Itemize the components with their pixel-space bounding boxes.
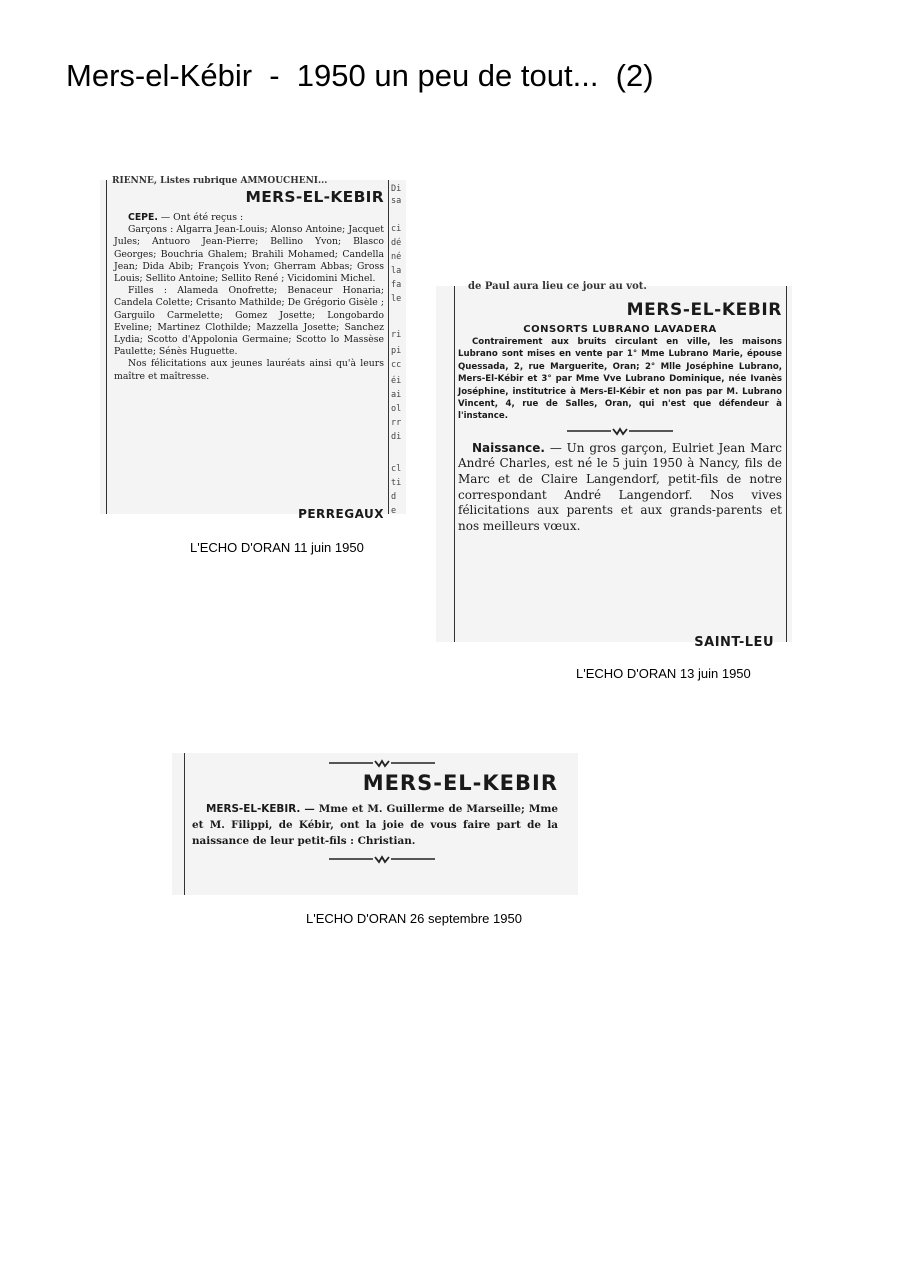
- column-rule: [786, 286, 787, 642]
- article-lead-rest: — Mme et M. Guillerme de Marseille; Mme et M. Filippi, de Kébir, ont la joie de vous faire part de la naissance de leur petit-fils : Christian.: [192, 803, 558, 847]
- article-paragraph: [458, 441, 782, 535]
- separator-ornament: [327, 853, 437, 865]
- top-cut-text: de Paul aura lieu ce jour au vot.: [468, 281, 647, 292]
- clipping-caption-3: L'ECHO D'ORAN 26 septembre 1950: [306, 911, 522, 926]
- page-title: Mers-el-Kébir - 1950 un peu de tout... (2): [66, 58, 654, 93]
- bottom-cut-text: PERREGAUX: [298, 507, 384, 521]
- clipping-heading: MERS-EL-KEBIR: [626, 300, 782, 320]
- clipping-heading: MERS-EL-KEBIR: [362, 771, 558, 795]
- article-paragraph: Contrairement aux bruits circulant en ville, les maisons Lubrano sont mises en vente par 1° Mme Lubrano Marie, épouse Quessada, 2, rue Marguerite, Oran; 2° Mlle Joséphine Lubrano, Mers-El-Kébir et 3° par Mme Vve Lubrano Dominique, née Ivanès Joséphine, institutrice à Mers-El-Kébir et non pas par M. Lubrano Vincent, 4, rue de Salles, Oran, qui n'est que défendeur à l'instance.: [458, 337, 782, 422]
- column-rule: [454, 286, 455, 642]
- article-lead: [114, 212, 384, 224]
- clipping-heading: MERS-EL-KEBIR: [245, 188, 384, 206]
- article-paragraph: Filles : Alameda Onofrette; Benaceur Honaria; Candela Colette; Crisanto Mathilde; De Grégorio Gisèle ; Garguilo Carmelette; Gomez Josette; Longobardo Eveline; Martinez Clothilde; Mazzella Josette; Sanchez Lydia; Scotto d'Appolonia Germaine; Scotto lo Massèse Paulette; Sénès Huguette.: [114, 285, 384, 358]
- top-cut-text: RIENNE, Listes rubrique AMMOUCHENI...: [112, 176, 328, 186]
- right-column-fragments: Di sa ci dé né la fa le ri pi cc éi ai ol rr di cl ti d e: [391, 184, 402, 516]
- article-subheading: CONSORTS LUBRANO LAVADERA: [523, 324, 717, 335]
- article-lead-label: MERS-EL-KEBIR.: [206, 803, 301, 815]
- bottom-cut-text: SAINT-LEU: [694, 635, 774, 650]
- article-paragraph: Garçons : Algarra Jean-Louis; Alonso Antoine; Jacquet Jules; Antuoro Jean-Pierre; Bellino Yvon; Blasco Georges; Bouchria Ghalem; Brahili Mohamed; Candella Jean; Dida Abib; François Yvon; Gherram Abbas; Gross Louis; Sellito Antoine; Sellito René ; Vicidomini Michel.: [114, 224, 384, 285]
- separator-ornament: [565, 425, 675, 437]
- article-paragraph: [192, 801, 558, 849]
- separator-ornament: [327, 757, 437, 769]
- column-rule: [388, 180, 389, 514]
- article-lead-label: CEPE.: [128, 212, 158, 223]
- article-paragraph: Nos félicitations aux jeunes lauréats ainsi qu'à leurs maître et maîtresse.: [114, 358, 384, 382]
- column-rule: [184, 753, 185, 895]
- clipping-caption-2: L'ECHO D'ORAN 13 juin 1950: [576, 666, 751, 681]
- clipping-caption-1: L'ECHO D'ORAN 11 juin 1950: [190, 540, 364, 555]
- article-lead-rest: — Ont été reçus :: [157, 212, 244, 223]
- article-lead-rest: — Un gros garçon, Eulriet Jean Marc André Charles, est né le 5 juin 1950 à Nancy, fils de Marc et de Claire Langendorf, petit-fils de notre correspondant André Langendorf. Nos vives félicitations aux parents et aux grands-parents et nos meilleurs vœux.: [458, 440, 782, 533]
- newspaper-clipping-3: [172, 753, 578, 895]
- newspaper-clipping-2: [436, 281, 792, 650]
- article-lead-label: Naissance.: [472, 440, 545, 455]
- newspaper-clipping-1: [100, 176, 406, 521]
- column-rule: [106, 180, 107, 514]
